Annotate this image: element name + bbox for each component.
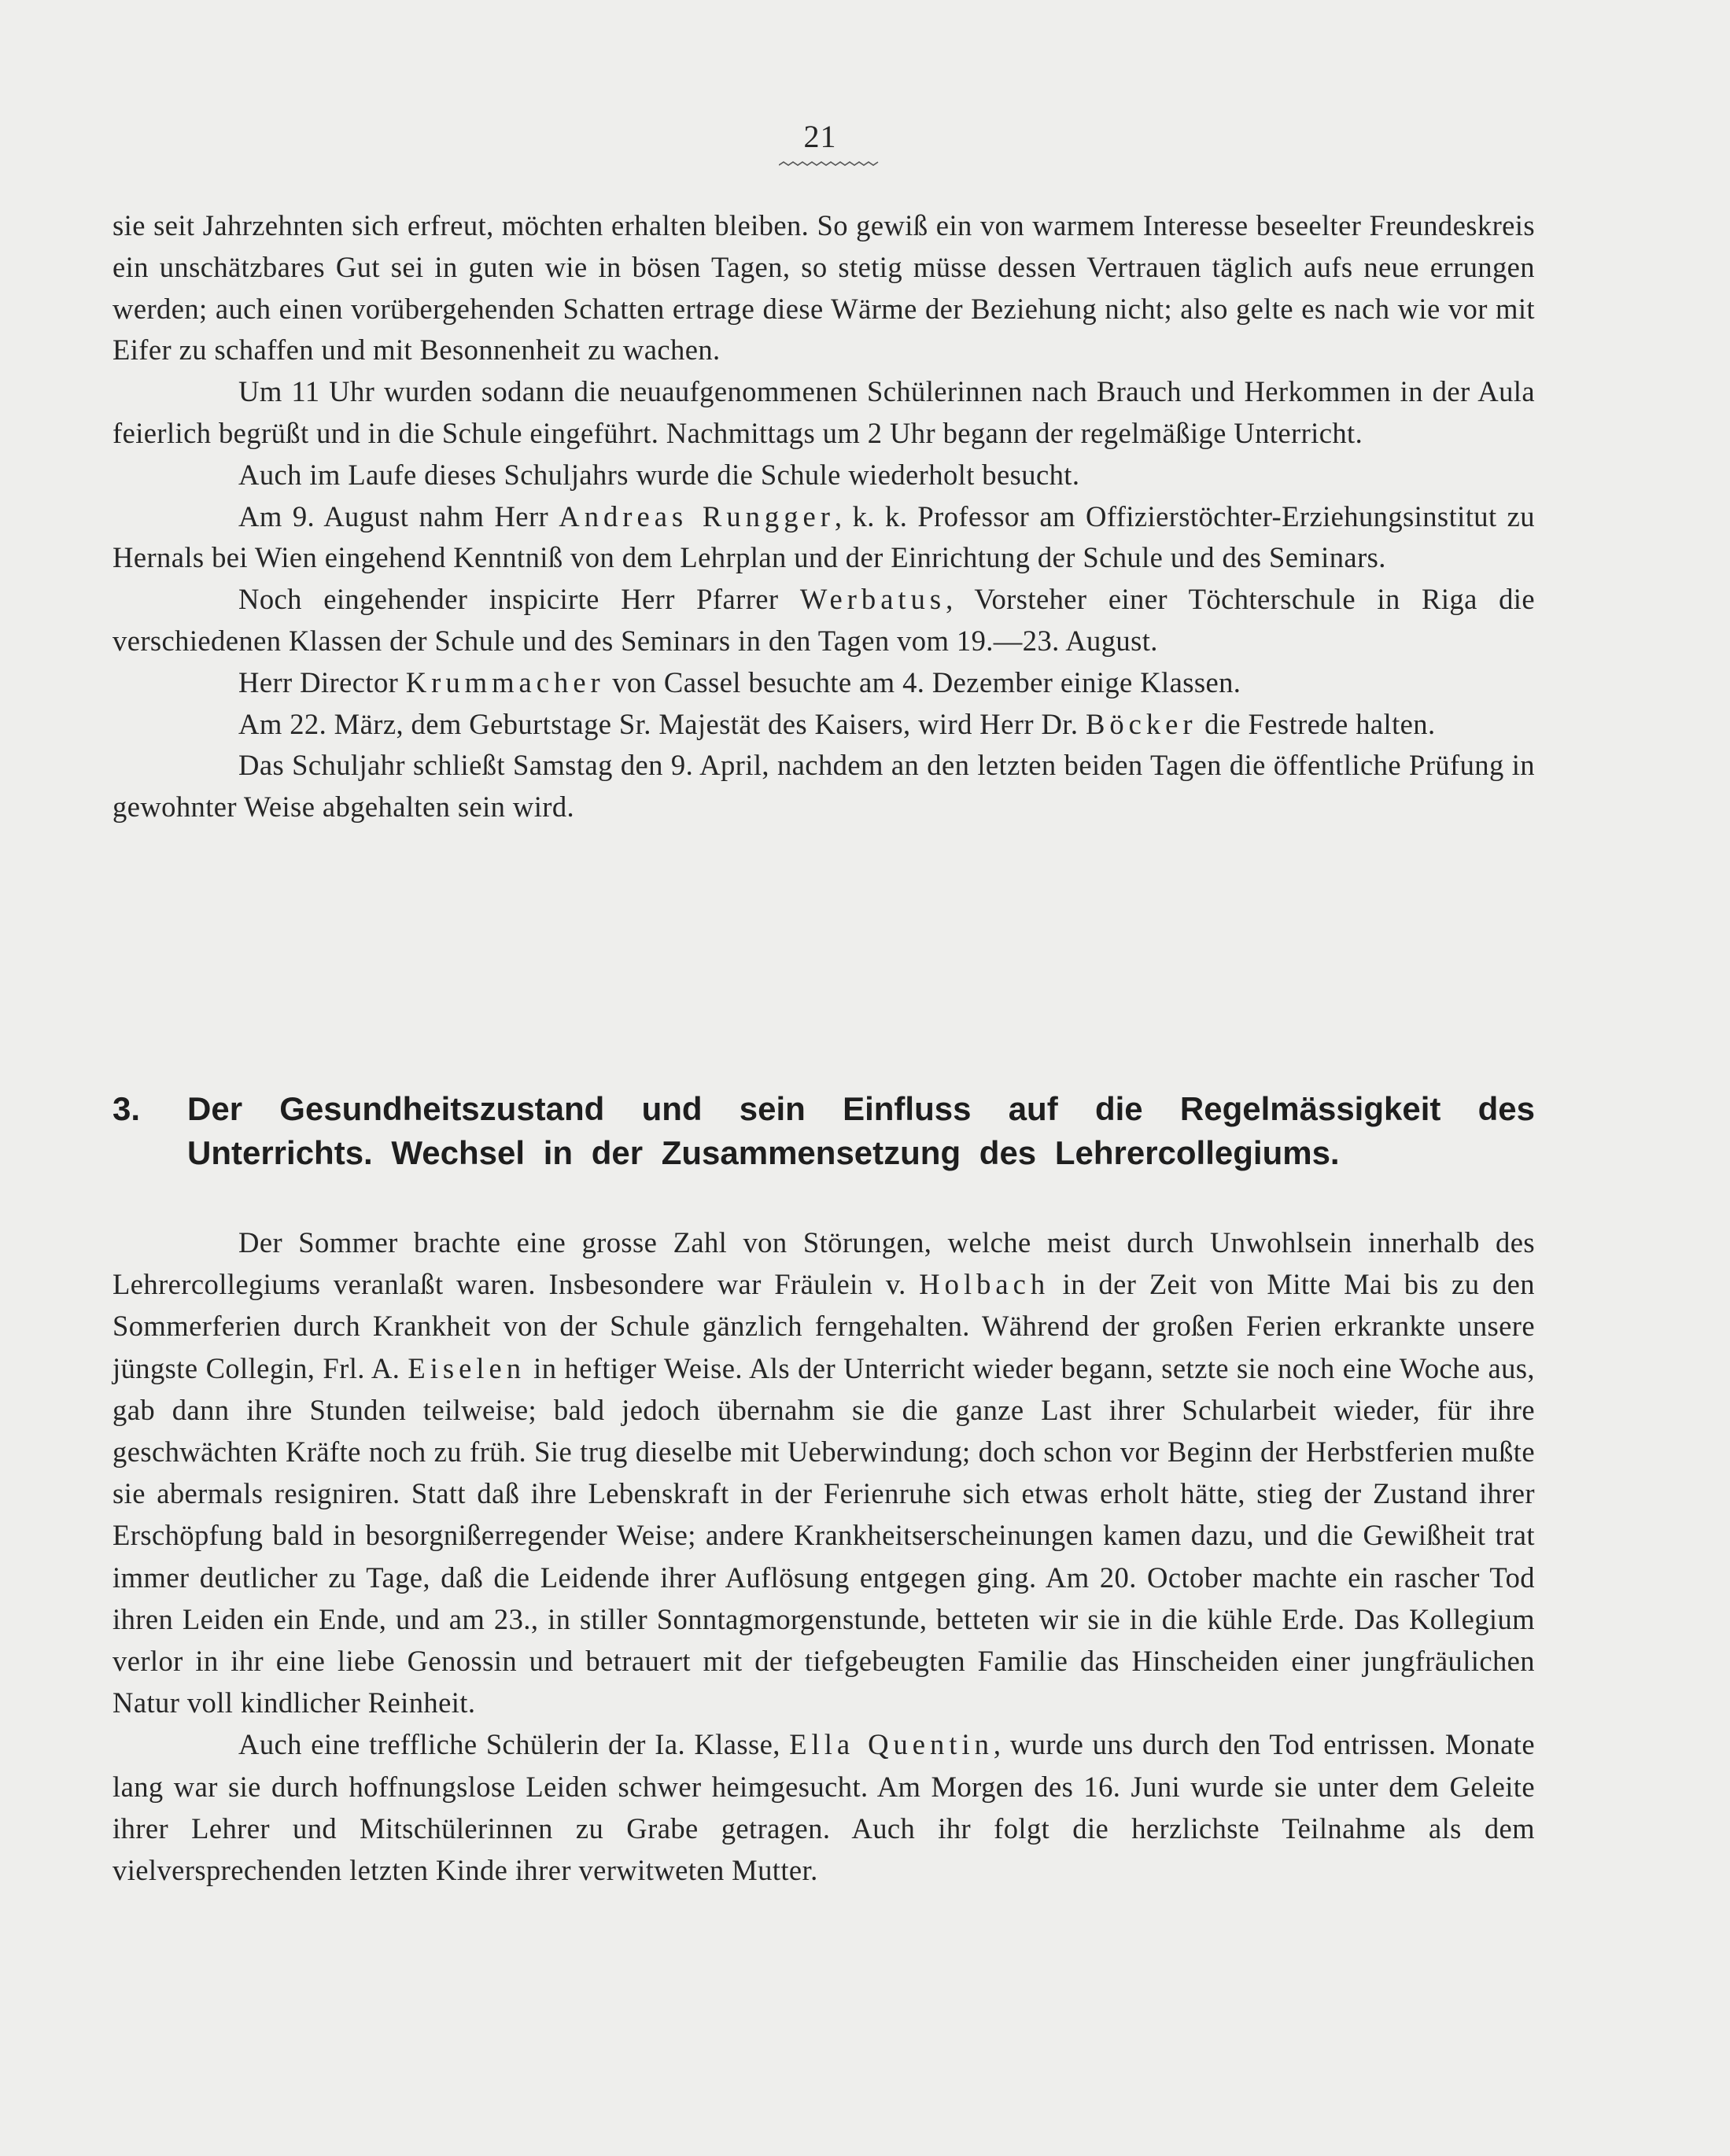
text-segment: Der Sommer brachte eine grosse Zahl von Störungen, welche meist durch Unwohlsein innerhalb des Lehrercollegiums veranlaßt waren. Insbesondere war Fräulein v.	[113, 1226, 1535, 1301]
person-name: Eiselen	[408, 1351, 526, 1384]
person-name: Werbatus	[799, 583, 946, 616]
section-heading	[113, 1087, 1535, 1175]
text-segment: Am 9. August nahm Herr	[238, 499, 559, 533]
text-block-health	[113, 1222, 1535, 1891]
paragraph-new-students: Um 11 Uhr wurden sodann die neuaufgenommenen Schülerinnen nach Brauch und Herkommen in der Aula feierlich begrüßt und in die Schule eingeführt. Nachmittags um 2 Uhr begann der regelmäßige Unterricht.	[113, 375, 1535, 449]
person-name: Andreas Rungger	[559, 499, 835, 533]
text-segment: von Cassel besuchte am 4. Dezember einige Klassen.	[604, 665, 1241, 698]
text-segment: Noch eingehender inspicirte Herr Pfarrer	[238, 583, 800, 616]
paragraph-continuation: sie seit Jahrzehnten sich erfreut, möchten erhalten bleiben. So gewiß ein von warmem Interesse beseelter Freundeskreis ein unschätzbares Gut sei in guten wie in bösen Tagen, so stetig müsse dessen Vertrauen täglich aufs neue errungen werden; auch einen vorübergehenden Schatten ertrage diese Wärme der Beziehung nicht; also gelte es nach wie vor mit Eifer zu schaffen und mit Besonnenheit zu wachen.	[113, 209, 1535, 367]
text-segment: Am 22. März, dem Geburtstage Sr. Majestät des Kaisers, wird Herr Dr.	[238, 707, 1086, 740]
person-name: Krummacher	[405, 665, 605, 698]
section-number: 3.	[113, 1090, 141, 1127]
paragraph-visit-krummacher	[113, 662, 1535, 704]
text-segment: , k. k. Professor am Offizierstöchter-Erziehungsinstitut zu Hernals bei Wien eingehend Kenntniß von dem Lehrplan und der Einrichtung der Schule und des Seminars.	[113, 499, 1535, 574]
text-segment: Auch eine treffliche Schülerin der Ia. Klasse,	[238, 1728, 790, 1761]
paragraph-schuljahr-end: Das Schuljahr schließt Samstag den 9. April, nachdem an den letzten beiden Tagen die öffentliche Prüfung in gewohnter Weise abgehalten sein wird.	[113, 749, 1535, 824]
paragraph-health-summer	[113, 1222, 1535, 1723]
text-segment: die Festrede halten.	[1197, 707, 1436, 740]
paragraph-visit-rungger	[113, 496, 1535, 580]
text-segment: , Vorsteher einer Töchterschule in Riga die verschiedenen Klassen der Schule und des Seminars in den Tagen vom 19.—23. August.	[113, 583, 1535, 657]
person-name: Holbach	[919, 1268, 1050, 1301]
text-segment: in der Zeit von Mitte Mai bis zu den Sommerferien durch Krankheit von der Schule gänzlich ferngehalten. Während der großen Ferien erkrankte unsere jüngste Collegin, Frl. A.	[113, 1268, 1535, 1384]
person-name: Ella Quentin	[789, 1728, 994, 1761]
page-number: 21	[803, 119, 837, 154]
section-title: Der Gesundheitszustand und sein Einfluss auf die Regelmässigkeit des Unterrichts. Wechsel in der Zusammensetzung des Lehrercollegiums.	[187, 1090, 1535, 1171]
text-segment: in heftiger Weise. Als der Unterricht wieder begann, setzte sie noch eine Woche aus, gab dann ihre Stunden teilweise; bald jedoch übernahm sie die ganze Last ihrer Schularbeit wieder, für ihre geschwächten Kräfte noch zu früh. Sie trug dieselbe mit Ueberwindung; doch schon vor Beginn der Herbstferien mußte sie abermals resigniren. Statt daß ihre Lebenskraft in der Ferienruhe sich etwas erholt hätte, stieg der Zustand ihrer Erschöpfung bald in besorgnißerregender Weise; andere Krankheitserscheinungen kamen dazu, und die Gewißheit trat immer deutlicher zu Tage, daß die Leidende ihrer Auflösung entgegen ging. Am 20. October machte ein rascher Tod ihren Leiden ein Ende, und am 23., in stiller Sonntagmorgenstunde, betteten wir sie in die kühle Erde. Das Kollegium verlor in ihr eine liebe Genossin und betrauert mit der tiefgebeugten Familie das Hinscheiden einer jungfräulichen Natur voll kindlicher Reinheit.	[113, 1351, 1535, 1719]
ornament-squiggle	[779, 159, 881, 171]
text-segment: , wurde uns durch den Tod entrissen. Monate lang war sie durch hoffnungslose Leiden schwer heimgesucht. Am Morgen des 16. Juni wurde sie unter dem Geleite ihrer Lehrer und Mitschülerinnen zu Grabe getragen. Auch ihr folgt die herzlichste Teilnahme als dem vielversprechenden letzten Kinde ihrer verwitweten Mutter.	[113, 1728, 1535, 1887]
person-name: Böcker	[1085, 707, 1197, 740]
text-segment: Herr Director	[238, 665, 406, 698]
paragraph-visits-intro: Auch im Laufe dieses Schuljahrs wurde die Schule wiederholt besucht.	[238, 458, 1080, 491]
paragraph-student-death	[113, 1723, 1535, 1891]
paragraph-visit-werbatus	[113, 579, 1535, 662]
paragraph-festrede	[113, 704, 1535, 746]
text-block-top	[113, 205, 1535, 828]
